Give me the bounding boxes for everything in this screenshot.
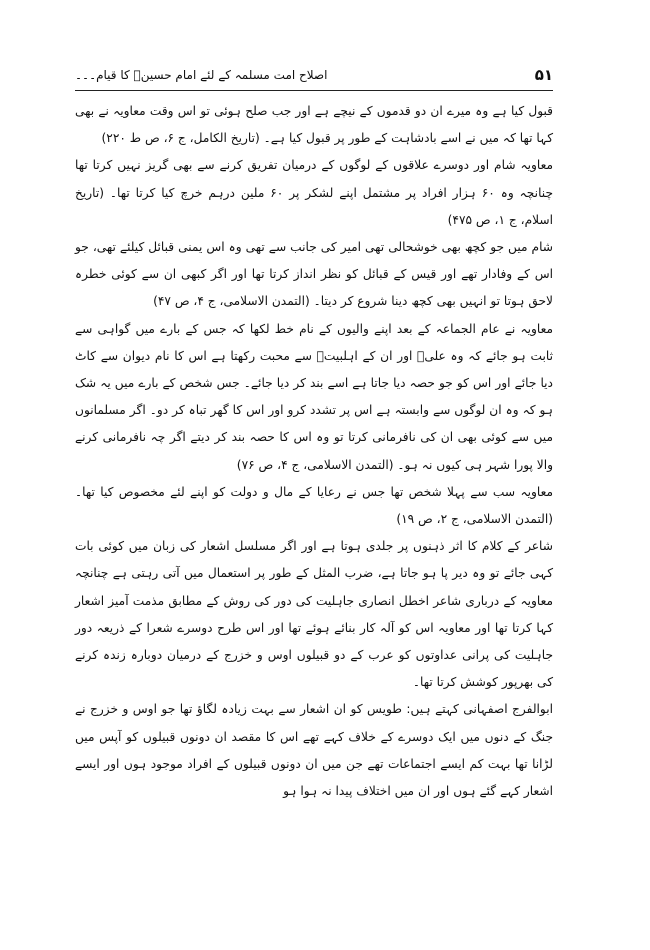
paragraph-7: ابوالفرج اصفہانی کہتے ہیں: طویس کو ان اشعار سے بہت زیادہ لگاؤ تھا جو اوس و خزرج نے جنگ کے دنوں میں ایک دوسرے کے خلاف کہے تھے اس کا مقصد ان دونوں قبیلوں کو آپس میں لڑانا تھا بہت کم ایسے اجتماعات تھے جن میں ان دونوں قبیلوں کے افراد موجود ہوں اور ایسے اشعار کہے گئے ہوں اور ان میں اختلاف پیدا نہ ہوا ہو xyxy=(75,702,553,799)
paragraph-3: شام میں جو کچھ بھی خوشحالی تھی امیر کی جانب سے تھی وہ اس یمنی قبائل کیلئے تھی، جو اس کے وفادار تھے اور قیس کے قبائل کو نظر انداز کرتا تھا اور اگر کبھی ان سے کوئی خطرہ لاحق ہوتا تو انہیں بھی کچھ دینا شروع کر دیتا۔ (التمدن الاسلامی، ج ۴، ص ۴۷) xyxy=(75,240,553,309)
running-title: اصلاح امت مسلمہ کے لئے امام حسینؑ کا قیام۔۔۔ xyxy=(75,68,328,82)
page-number: ۵۱ xyxy=(534,66,553,84)
header-rule xyxy=(75,90,553,91)
paragraph-2: معاویہ شام اور دوسرے علاقوں کے لوگوں کے درمیان تفریق کرنے سے بھی گریز نہیں کرتا تھا چنانچہ وہ ۶۰ ہزار افراد پر مشتمل اپنے لشکر پر ۶۰ ملین درہم خرچ کیا کرتا تھا۔ (تاریخ اسلام، ج ۱، ص ۴۷۵) xyxy=(75,158,553,227)
paragraph-4: معاویہ نے عام الجماعہ کے بعد اپنے والیوں کے نام خط لکھا کہ جس کے بارے میں گواہی سے ثابت ہو جائے کہ وہ علیؑ اور ان کے اہلبیتؑ سے محبت رکھتا ہے اس کا نام دیوان سے کاٹ دیا جائے اور اس کو جو حصہ دیا جاتا ہے اسے بند کر دیا جائے۔ جس شخص کے بارے میں یہ شک ہو کہ وہ ان لوگوں سے وابستہ ہے اس پر تشدد کرو اور اس کا گھر تباہ کر دو۔ اگر مسلمانوں میں سے کوئی بھی ان کی نافرمانی کرتا تو وہ اس کا حصہ بند کر دیتے اگر چہ نافرمانی کرنے والا پورا شہر ہی کیوں نہ ہو۔ (التمدن الاسلامی، ج ۴، ص ۷۶) xyxy=(75,321,553,472)
paragraph-5: معاویہ سب سے پہلا شخص تھا جس نے رعایا کے مال و دولت کو اپنے لئے مخصوص کیا تھا۔ (التمدن الاسلامی، ج ۲، ص ۱۹) xyxy=(75,484,553,527)
paragraph-1: قبول کیا ہے وہ میرے ان دو قدموں کے نیچے ہے اور جب صلح ہوئی تو اس وقت معاویہ نے بھی کہا تھا کہ میں نے اسے بادشاہت کے طور پر قبول کیا ہے۔ (تاریخ الکامل، ج ۶، ص ط ۲۲۰) xyxy=(75,104,553,146)
text-body xyxy=(75,98,553,805)
paragraph-6: شاعر کے کلام کا اثر ذہنوں پر جلدی ہوتا ہے اور اگر مسلسل اشعار کی زبان میں کوئی بات کہی جائے تو وہ دیر پا ہو جاتا ہے، ضرب المثل کے طور پر استعمال میں آتی رہتی ہے چنانچہ معاویہ کے درباری شاعر اخطل انصاری جاہلیت کی دور کی روش کے مطابق مذمت آمیز اشعار کہا کرتا تھا اور معاویہ اس کو آلہ کار بنائے ہوئے تھا اور اس طرح دوسرے شعرا کے ذریعہ دور جاہلیت کی پرانی عداوتوں کو عرب کے دو قبیلوں اوس و خزرج کے درمیان دوبارہ زندہ کرنے کی بھرپور کوشش کرتا تھا۔ xyxy=(75,539,553,690)
page-header xyxy=(75,62,553,88)
